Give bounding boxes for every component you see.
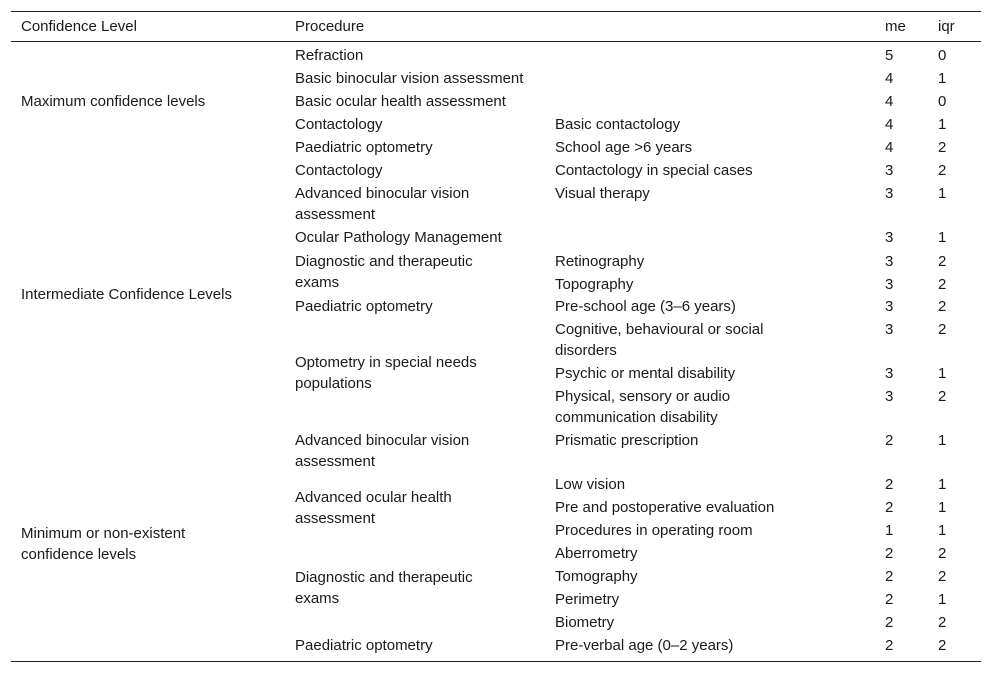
iqr-value: 2: [938, 276, 947, 293]
subprocedure-cell: School age >6 years: [555, 139, 693, 156]
iqr-value: 2: [938, 614, 947, 631]
procedure-cell: Paediatric optometry: [295, 637, 433, 654]
table-header-rule: [11, 41, 981, 42]
iqr-value: 1: [938, 432, 947, 449]
iqr-value: 2: [938, 162, 947, 179]
header-iqr: iqr: [938, 18, 955, 35]
me-value: 2: [885, 591, 894, 608]
subprocedure-cell: Visual therapy: [555, 185, 650, 202]
me-value: 4: [885, 93, 894, 110]
subprocedure-cell: Pre-verbal age (0–2 years): [555, 637, 734, 654]
me-value: 3: [885, 388, 894, 405]
me-value: 3: [885, 229, 894, 246]
iqr-value: 1: [938, 185, 947, 202]
iqr-value: 2: [938, 298, 947, 315]
header-me: me: [885, 18, 906, 35]
me-value: 3: [885, 162, 894, 179]
me-value: 3: [885, 253, 894, 270]
iqr-value: 0: [938, 93, 947, 110]
me-value: 2: [885, 637, 894, 654]
me-value: 4: [885, 116, 894, 133]
subprocedure-cell: Retinography: [555, 253, 645, 270]
group-label-minimum: Minimum or non-existent confidence levels: [21, 525, 186, 563]
iqr-value: 1: [938, 70, 947, 87]
me-value: 3: [885, 321, 894, 338]
procedure-cell: Optometry in special needs populations: [295, 354, 477, 392]
subprocedure-cell: Pre and postoperative evaluation: [555, 499, 775, 516]
header-confidence-level: Confidence Level: [21, 18, 137, 35]
iqr-value: 2: [938, 637, 947, 654]
me-value: 4: [885, 70, 894, 87]
me-value: 4: [885, 139, 894, 156]
iqr-value: 1: [938, 116, 947, 133]
procedure-cell: Diagnostic and therapeutic exams: [295, 253, 473, 291]
procedure-cell: Paediatric optometry: [295, 298, 433, 315]
subprocedure-cell: Prismatic prescription: [555, 432, 699, 449]
me-value: 1: [885, 522, 894, 539]
me-value: 3: [885, 185, 894, 202]
me-value: 3: [885, 365, 894, 382]
subprocedure-cell: Topography: [555, 276, 634, 293]
table-bottom-rule: [11, 661, 981, 662]
me-value: 2: [885, 614, 894, 631]
procedure-cell: Diagnostic and therapeutic exams: [295, 569, 473, 607]
iqr-value: 0: [938, 47, 947, 64]
procedure-cell: Contactology: [295, 162, 383, 179]
iqr-value: 2: [938, 139, 947, 156]
procedure-cell: Basic binocular vision assessment: [295, 70, 524, 87]
iqr-value: 2: [938, 568, 947, 585]
subprocedure-cell: Pre-school age (3–6 years): [555, 298, 736, 315]
iqr-value: 1: [938, 591, 947, 608]
procedure-cell: Advanced binocular vision assessment: [295, 432, 470, 470]
me-value: 2: [885, 499, 894, 516]
me-value: 2: [885, 476, 894, 493]
me-value: 2: [885, 432, 894, 449]
subprocedure-cell: Cognitive, behavioural or social disorders: [555, 321, 764, 359]
iqr-value: 1: [938, 522, 947, 539]
iqr-value: 1: [938, 229, 947, 246]
subprocedure-cell: Procedures in operating room: [555, 522, 753, 539]
subprocedure-cell: Tomography: [555, 568, 638, 585]
iqr-value: 1: [938, 365, 947, 382]
header-procedure: Procedure: [295, 18, 365, 35]
iqr-value: 1: [938, 476, 947, 493]
subprocedure-cell: Aberrometry: [555, 545, 638, 562]
subprocedure-cell: Physical, sensory or audio communication disability: [555, 388, 731, 426]
subprocedure-cell: Basic contactology: [555, 116, 681, 133]
subprocedure-cell: Contactology in special cases: [555, 162, 753, 179]
table-top-rule: [11, 11, 981, 12]
procedure-cell: Paediatric optometry: [295, 139, 433, 156]
me-value: 2: [885, 568, 894, 585]
subprocedure-cell: Low vision: [555, 476, 626, 493]
me-value: 3: [885, 276, 894, 293]
me-value: 3: [885, 298, 894, 315]
procedure-cell: Contactology: [295, 116, 383, 133]
group-label-intermediate: Intermediate Confidence Levels: [21, 286, 232, 303]
subprocedure-cell: Psychic or mental disability: [555, 365, 736, 382]
procedure-cell: Refraction: [295, 47, 364, 64]
procedure-cell: Advanced binocular vision assessment: [295, 185, 470, 223]
group-label-maximum: Maximum confidence levels: [21, 93, 206, 110]
subprocedure-cell: Biometry: [555, 614, 615, 631]
iqr-value: 2: [938, 253, 947, 270]
procedure-cell: Ocular Pathology Management: [295, 229, 502, 246]
me-value: 2: [885, 545, 894, 562]
me-value: 5: [885, 47, 894, 64]
iqr-value: 2: [938, 545, 947, 562]
subprocedure-cell: Perimetry: [555, 591, 620, 608]
iqr-value: 2: [938, 321, 947, 338]
procedure-cell: Advanced ocular health assessment: [295, 489, 452, 527]
iqr-value: 2: [938, 388, 947, 405]
iqr-value: 1: [938, 499, 947, 516]
procedure-cell: Basic ocular health assessment: [295, 93, 506, 110]
